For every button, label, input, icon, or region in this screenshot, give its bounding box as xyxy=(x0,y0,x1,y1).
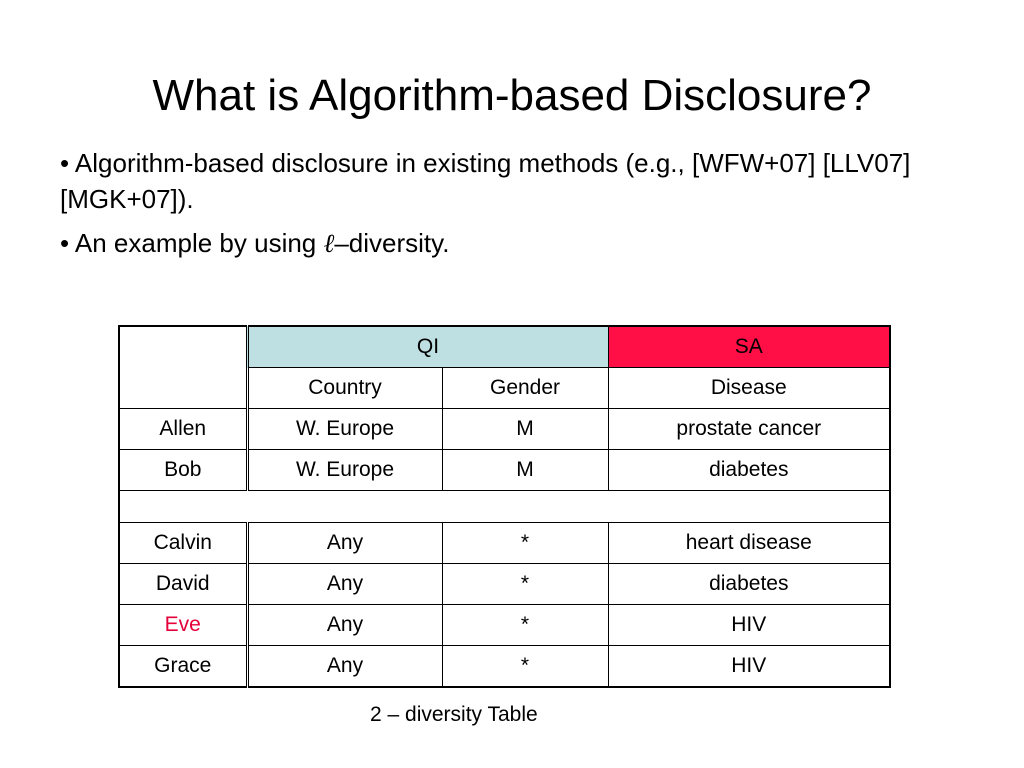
column-header-disease: Disease xyxy=(608,368,890,409)
disease-cell: diabetes xyxy=(608,450,890,491)
bullet-list xyxy=(60,145,960,262)
table-caption: 2 – diversity Table xyxy=(370,703,538,726)
table-row xyxy=(119,409,890,450)
slide-title: What is Algorithm-based Disclosure? xyxy=(152,71,872,120)
disease-cell: heart disease xyxy=(608,523,890,564)
sa-header: SA xyxy=(608,326,890,368)
bullet-text-after: –diversity. xyxy=(334,228,450,258)
disease-cell: diabetes xyxy=(608,564,890,605)
disease-cell: HIV xyxy=(608,605,890,646)
table-row xyxy=(119,605,890,646)
bullet-text-before: An example by using xyxy=(74,228,324,258)
name-cell: Calvin xyxy=(119,523,247,564)
name-cell: David xyxy=(119,564,247,605)
gender-cell: * xyxy=(442,605,608,646)
gender-cell: M xyxy=(442,409,608,450)
table-row xyxy=(119,450,890,491)
country-cell: Any xyxy=(247,523,442,564)
name-cell: Bob xyxy=(119,450,247,491)
group-separator-row xyxy=(119,491,890,523)
country-cell: Any xyxy=(247,646,442,688)
column-header-country: Country xyxy=(247,368,442,409)
table-row xyxy=(119,523,890,564)
bullet-item xyxy=(60,225,960,262)
gender-cell: * xyxy=(442,523,608,564)
bullet-marker: • xyxy=(60,228,70,258)
qi-header: QI xyxy=(247,326,608,368)
table-row xyxy=(119,564,890,605)
table-row xyxy=(119,646,890,688)
column-header-gender: Gender xyxy=(442,368,608,409)
diversity-table xyxy=(118,325,891,688)
country-cell: Any xyxy=(247,564,442,605)
disease-cell: prostate cancer xyxy=(608,409,890,450)
bullet-text: Algorithm-based disclosure in existing methods (e.g., [WFW+07] [LLV07] [MGK+07]). xyxy=(60,148,911,214)
bullet-marker: • xyxy=(60,148,70,178)
corner-cell xyxy=(119,326,247,409)
group-separator xyxy=(119,491,890,523)
name-cell: Allen xyxy=(119,409,247,450)
country-cell: W. Europe xyxy=(247,450,442,491)
bullet-item xyxy=(60,145,960,217)
country-cell: W. Europe xyxy=(247,409,442,450)
group-header-row xyxy=(119,326,890,368)
country-cell: Any xyxy=(247,605,442,646)
ell-symbol: ℓ xyxy=(323,229,335,259)
gender-cell: * xyxy=(442,564,608,605)
name-cell: Grace xyxy=(119,646,247,688)
gender-cell: M xyxy=(442,450,608,491)
name-cell-highlighted: Eve xyxy=(119,605,247,646)
disease-cell: HIV xyxy=(608,646,890,688)
gender-cell: * xyxy=(442,646,608,688)
